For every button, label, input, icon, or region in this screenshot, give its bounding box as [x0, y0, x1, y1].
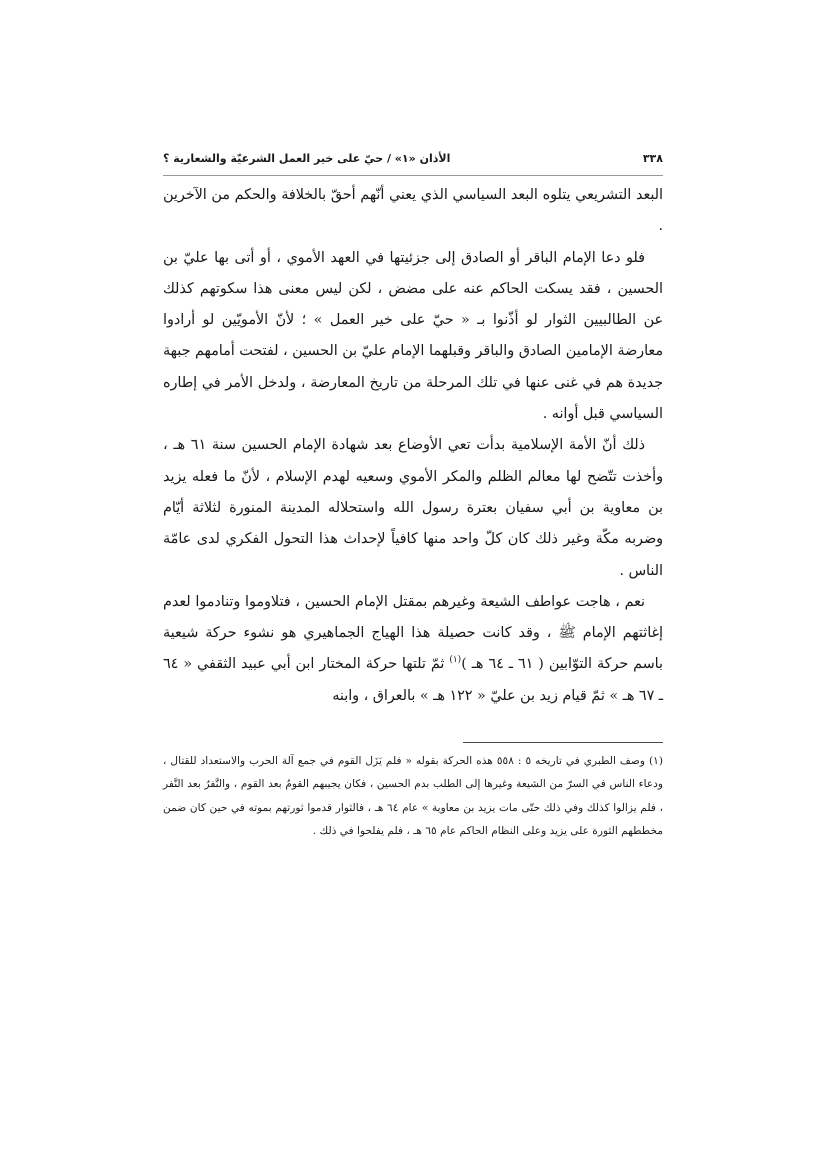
page-number: ٣٣٨ — [642, 152, 663, 165]
paragraph: فلو دعا الإمام الباقر أو الصادق إلى جزئيتها في العهد الأموي ، أو أتى بها عليّ بن الحسين ، فقد يسكت الحاكم عنه على مضض ، لكن ليس معنى هذا سكوتهم كذلك عن الطالبيين الثوار لو أذّنوا بـ « حيّ على خير العمل » ؛ لأنّ الأمويّين لو أرادوا معارضة الإمامين الصادق والباقر وقبلهما الإمام عليّ بن الحسين ، لفتحت أمامهم جبهة جديدة هم في غنى عنها في تلك المرحلة من تاريخ المعارضة ، ولدخل الأمر في إطاره السياسي قبل أوانه . — [163, 249, 663, 423]
paragraph: البعد التشريعي يتلوه البعد السياسي الذي يعني أنّهم أحقّ بالخلافة والحكم من الآخرين . — [163, 187, 663, 235]
book-page — [163, 150, 663, 844]
running-header — [163, 150, 663, 176]
footnote — [163, 750, 663, 844]
main-text — [163, 180, 663, 712]
footnote-text: وصف الطبري في تاريخه ٥ : ٥٥٨ هذه الحركة بقوله « فلم يَزَل القوم في جمع آلة الحرب والاستعداد للقتال ، ودعاء الناس في السرّ من الشيعة وغيرها إلى الطلب بدم الحسين ، فكان يجيبهم القومُ بعد القوم ، والنَّفرُ بعد النَّفر ، فلم يزالوا كذلك وفي ذلك حتّى مات يزيد بن معاوية » عام ٦٤ هـ ، فالثوار قدموا ثورتهم بموته في حين كان ضمن مخططهم الثورة على يزيد وعلى النظام الحاكم عام ٦٥ هـ ، فلم يفلحوا في ذلك . — [163, 755, 663, 838]
footnote-marker: (١) — [649, 755, 663, 768]
footnote-divider — [463, 742, 663, 743]
paragraph-text: نعم ، هاجت عواطف الشيعة وغيرهم بمقتل الإمام الحسين ، فتلاوموا وتنادموا لعدم إغاثتهم الإمام ﷺ ، وقد كانت حصيلة هذا الهياج الجماهيري هو نشوء حركة شيعية باسم حركة التوّابين ( ٦١ ـ ٦٤ هـ ) — [163, 593, 663, 673]
paragraph — [163, 587, 663, 712]
paragraph-text: ثمّ تلتها حركة المختار ابن أبي عبيد الثقفي « ٦٤ ـ ٦٧ هـ » ثمّ قيام زيد بن عليّ « ١٢٢ هـ » بالعراق ، وابنه — [163, 656, 663, 704]
running-title: الأذان «١» / حيّ على خير العمل الشرعيّة والشعارية ؟ — [163, 152, 451, 165]
footnote-entry — [163, 750, 663, 844]
footnote-reference[interactable]: (١) — [449, 655, 462, 666]
paragraph: ذلك أنّ الأمة الإسلامية بدأت تعي الأوضاع بعد شهادة الإمام الحسين سنة ٦١ هـ ، وأخذت تتّضح لها معالم الظلم والمكر الأموي وسعيه لهدم الإسلام ، لأنّ ما فعله يزيد بن معاوية بن أبي سفيان بعترة رسول الله واستحلاله المدينة المنورة لثلاثة أيّام وضربه مكّة وغير ذلك كان كلّ واحد منها كافياً لإحداث هذا التحول الفكري لدى عامّة الناس . — [163, 437, 663, 579]
